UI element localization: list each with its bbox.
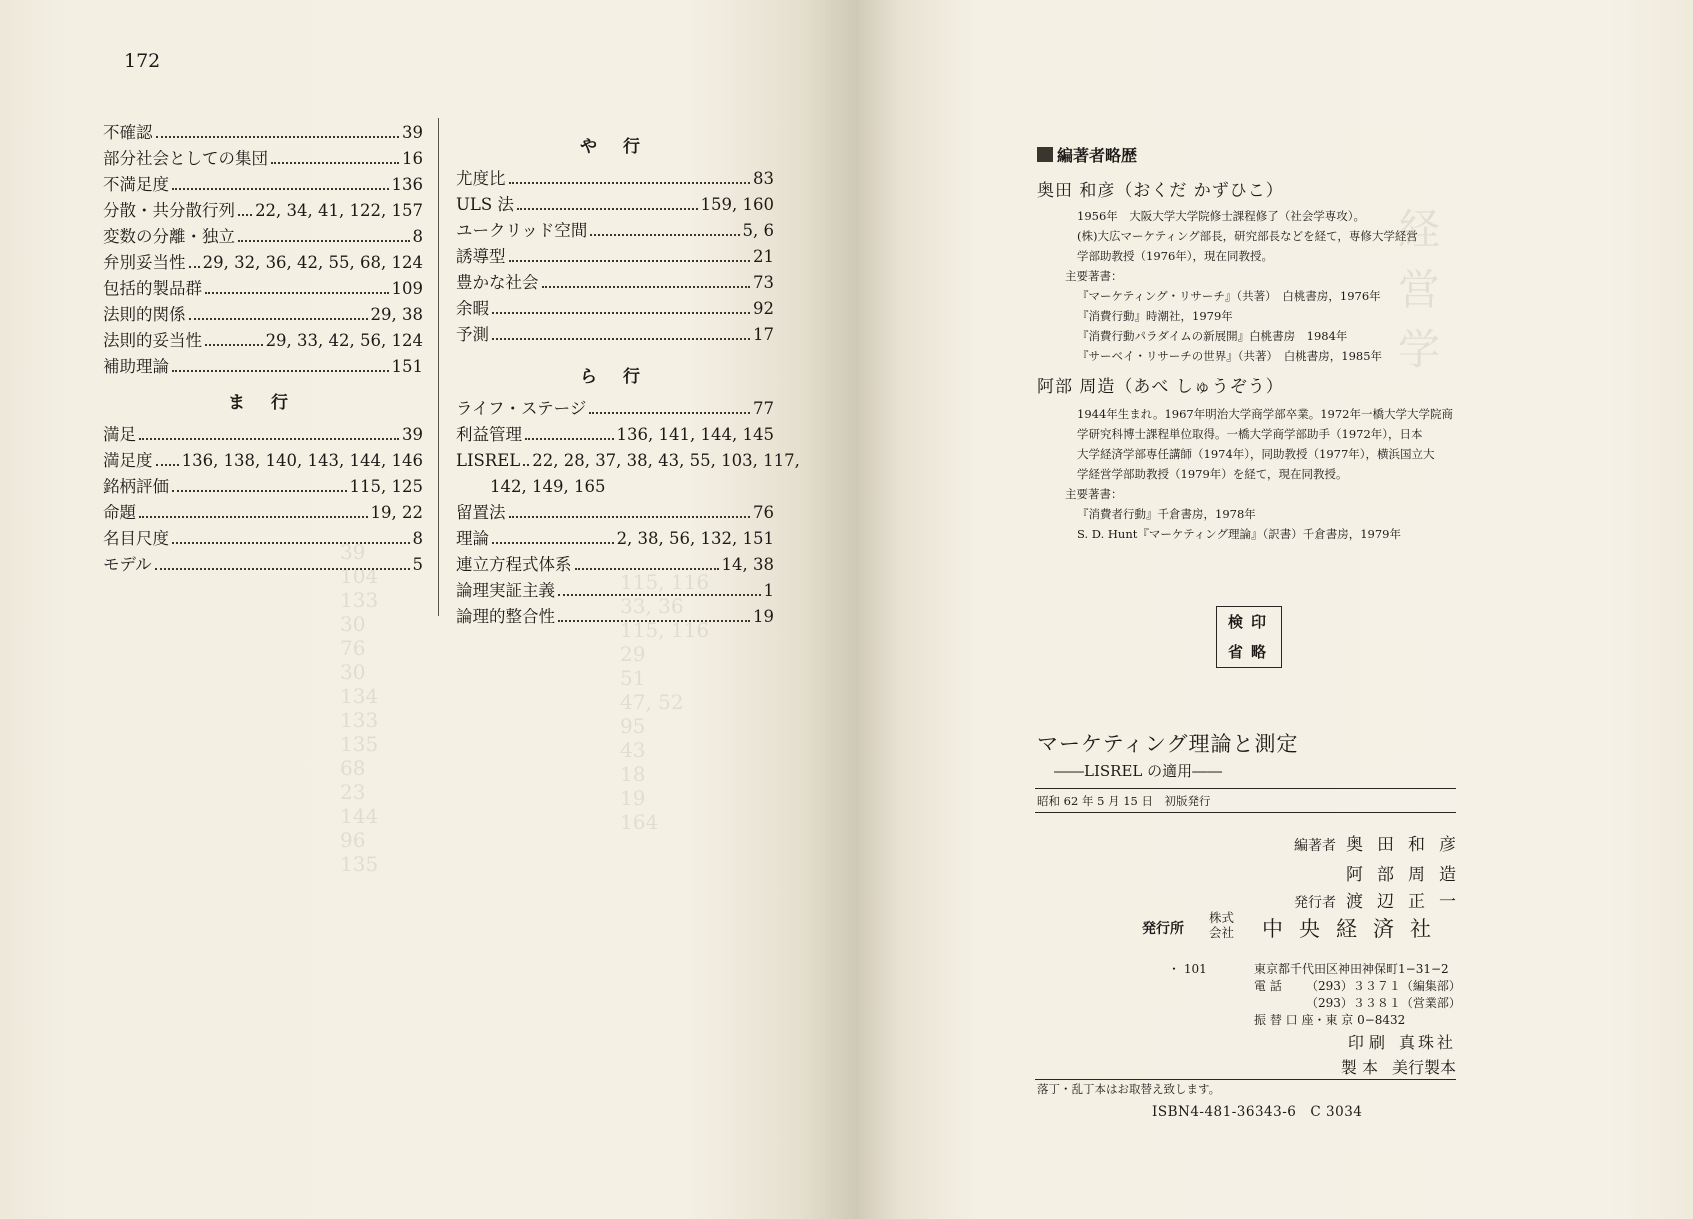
- phone-editorial: （293）３３７１（編集部）: [1306, 979, 1461, 993]
- index-term: 弁別妥当性: [103, 253, 186, 272]
- leader-dots: [238, 240, 410, 242]
- index-entry: [456, 604, 774, 630]
- leader-dots: [156, 136, 400, 138]
- section-heading-ra: ら 行: [580, 367, 650, 387]
- index-term: 法則的妥当性: [103, 331, 202, 350]
- index-pages: 19, 22: [370, 503, 423, 522]
- publisher-label: 発行所: [1142, 921, 1184, 937]
- transfer-account: 振 替 口 座・東 京 0−8432: [1254, 1013, 1406, 1027]
- isbn: ISBN4-481-36343-6 C 3034: [1152, 1104, 1363, 1120]
- leader-dots: [542, 286, 751, 288]
- column-divider: [438, 118, 439, 616]
- leader-dots: [205, 344, 263, 346]
- leader-dots: [509, 182, 751, 184]
- index-pages: 5: [412, 555, 423, 574]
- index-entry: [456, 270, 774, 296]
- index-term: 変数の分離・独立: [103, 227, 235, 246]
- index-pages: 92: [753, 299, 774, 318]
- index-term: 不満足度: [103, 175, 169, 194]
- index-term: 予測: [456, 325, 489, 344]
- index-entry: [456, 500, 774, 526]
- square-bullet-icon: [1037, 147, 1053, 162]
- index-column-right: [456, 136, 800, 630]
- index-entry: [103, 120, 423, 146]
- leader-dots: [523, 464, 529, 466]
- index-entry: [103, 448, 423, 474]
- inspection-stamp-box: 検印 省略: [1216, 606, 1282, 668]
- leader-dots: [492, 338, 750, 340]
- index-entry: [103, 276, 423, 302]
- leader-dots: [172, 188, 389, 190]
- index-pages: 5, 6: [742, 221, 774, 240]
- index-pages: 39: [402, 425, 423, 444]
- index-term: 論理的整合性: [456, 607, 555, 626]
- leader-dots: [509, 516, 751, 518]
- index-term: 余暇: [456, 299, 489, 318]
- index-term: 尤度比: [456, 169, 506, 188]
- index-entry: [103, 354, 423, 380]
- index-pages: 21: [753, 247, 774, 266]
- publisher-name: 中央経済社: [1262, 917, 1447, 941]
- index-term: 満足: [103, 425, 136, 444]
- index-term: 銘柄評価: [103, 477, 169, 496]
- leader-dots: [525, 438, 614, 440]
- index-term: 法則的関係: [103, 305, 186, 324]
- index-entry: [456, 322, 774, 348]
- index-entry: [456, 422, 774, 448]
- index-entry: [456, 552, 774, 578]
- index-pages: 2, 38, 56, 132, 151: [616, 529, 774, 548]
- index-term: 部分社会としての集団: [103, 149, 268, 168]
- leader-dots: [172, 370, 389, 372]
- index-term: ユークリッド空間: [456, 221, 588, 240]
- bleed-through-text: 39 104 133 30 76 30 134 133 135 68 23 144 96 135: [340, 540, 379, 876]
- editor-line-2: 阿部周造: [1346, 865, 1470, 885]
- index-pages: 142, 149, 165: [490, 477, 606, 496]
- index-pages: 29, 32, 36, 42, 55, 68, 124: [202, 253, 423, 272]
- index-entry: [456, 166, 774, 192]
- index-pages: 17: [753, 325, 774, 344]
- index-pages: 136, 141, 144, 145: [616, 425, 774, 444]
- index-entry: [456, 396, 774, 422]
- index-pages: 8: [412, 227, 423, 246]
- index-entry: [103, 146, 423, 172]
- leader-dots: [172, 542, 410, 544]
- index-pages: 29, 38: [370, 305, 423, 324]
- bleed-through-text: 115, 116 33, 36 115, 116 29 51 47, 52 95 43 18 19 164: [620, 570, 710, 834]
- index-pages: 136: [391, 175, 423, 194]
- index-pages: 39: [402, 123, 423, 142]
- leader-dots: [189, 266, 200, 268]
- divider-line: [1035, 1079, 1456, 1080]
- leader-dots: [517, 208, 698, 210]
- index-entry: [456, 218, 774, 244]
- leader-dots: [492, 542, 614, 544]
- index-pages: 73: [753, 273, 774, 292]
- index-pages: 22, 28, 37, 38, 43, 55, 103, 117,: [532, 451, 800, 470]
- leader-dots: [155, 568, 410, 570]
- index-term: 論理実証主義: [456, 581, 555, 600]
- index-entry: [103, 526, 423, 552]
- index-term: 命題: [103, 503, 136, 522]
- leader-dots: [139, 438, 399, 440]
- index-term: 不確認: [103, 123, 153, 142]
- leader-dots: [575, 568, 719, 570]
- index-entry: [456, 192, 774, 218]
- leader-dots: [558, 620, 750, 622]
- page-number: 172: [124, 50, 161, 72]
- index-term: LISREL: [456, 451, 521, 470]
- leader-dots: [558, 594, 761, 596]
- index-term: 補助理論: [103, 357, 169, 376]
- phone-sales: （293）３３８１（営業部）: [1306, 996, 1461, 1010]
- index-term: 利益管理: [456, 425, 522, 444]
- index-entry-continuation: [456, 474, 774, 500]
- index-term: モデル: [103, 555, 152, 574]
- index-term: 誘導型: [456, 247, 506, 266]
- book-title: マーケティング理論と測定: [1037, 732, 1299, 756]
- index-pages: 76: [753, 503, 774, 522]
- edition-date: 昭和 62 年 5 月 15 日 初版発行: [1037, 794, 1211, 808]
- divider-line: [1035, 812, 1456, 813]
- leader-dots: [189, 318, 368, 320]
- section-heading-ya: や 行: [580, 137, 650, 157]
- index-column-left: [103, 120, 423, 578]
- leader-dots: [492, 312, 750, 314]
- author1-bio: 1956年 大阪大学大学院修士課程修了（社会学専攻）。 (株)大広マーケティング部長，研究部長などを経て，専修大学経営 学部助教授（1976年），現在同教授。 主要著書： 『マーケティング・リサーチ』（共著） 白桃書房，1976年 『消費行動』時潮社，1979年 『消費行動パラダイムの新展開』白桃書房 1984年 『サーベイ・リサーチの世界』（共著） 白桃書房，1985年: [1065, 209, 1418, 363]
- leader-dots: [139, 516, 368, 518]
- index-pages: 14, 38: [721, 555, 774, 574]
- index-pages: 19: [753, 607, 774, 626]
- index-entry: [456, 448, 800, 474]
- index-pages: 1: [763, 581, 774, 600]
- index-term: 分散・共分散行列: [103, 201, 235, 220]
- index-term: 満足度: [103, 451, 153, 470]
- index-term: 理論: [456, 529, 489, 548]
- index-pages: 136, 138, 140, 143, 144, 146: [181, 451, 423, 470]
- leader-dots: [271, 162, 399, 164]
- index-pages: 151: [391, 357, 423, 376]
- leader-dots: [156, 464, 179, 466]
- leader-dots: [590, 234, 739, 236]
- divider-line: [1035, 788, 1456, 789]
- bio-heading: 編著者略歴: [1037, 143, 1137, 166]
- index-pages: 29, 33, 42, 56, 124: [265, 331, 423, 350]
- leader-dots: [172, 490, 347, 492]
- index-entries-ma: [103, 422, 423, 578]
- index-term: 連立方程式体系: [456, 555, 572, 574]
- index-term: 名目尺度: [103, 529, 169, 548]
- index-entry: [103, 302, 423, 328]
- index-entry: [103, 172, 423, 198]
- index-entry: [103, 224, 423, 250]
- phone-label: 電 話: [1254, 979, 1282, 993]
- index-pages: 22, 34, 41, 122, 157: [255, 201, 423, 220]
- replacement-notice: 落丁・乱丁本はお取替え致します。: [1037, 1082, 1221, 1096]
- index-entries-ha: [103, 120, 423, 380]
- index-pages: 115, 125: [349, 477, 423, 496]
- section-heading-ma: ま 行: [228, 393, 298, 413]
- address: 東京都千代田区神田神保町1−31−2: [1254, 962, 1449, 976]
- index-pages: 159, 160: [700, 195, 774, 214]
- author2-bio: 1944年生まれ。1967年明治大学商学部卒業。1972年一橋大学大学院商 学研究科博士課程単位取得。一橋大学商学部助手（1972年），日本 大学経済学部専任講師（1974年），同助教授（1977年），横浜国立大 学経営学部助教授（1979年）を経て，現在同教授。 主要著書： 『消費者行動』千倉書房，1978年 S. D. Hunt『マーケティング理論』（訳書）千倉書房，1979年: [1065, 407, 1453, 541]
- index-entries-ya: [456, 166, 774, 348]
- index-entry: [456, 578, 774, 604]
- leader-dots: [589, 412, 750, 414]
- index-pages: 8: [412, 529, 423, 548]
- leader-dots: [238, 214, 252, 216]
- printer-line: 印 刷 真珠社: [1347, 1033, 1456, 1052]
- index-term: 包括的製品群: [103, 279, 202, 298]
- index-entry: [103, 422, 423, 448]
- index-pages: 77: [753, 399, 774, 418]
- index-entry: [103, 328, 423, 354]
- publisher-person-line: 発行者 渡辺正一: [1294, 892, 1470, 912]
- book-subtitle: ――LISREL の適用――: [1054, 762, 1223, 780]
- editor-line-1: 編著者 奥田和彦: [1294, 835, 1470, 855]
- index-entry: [456, 526, 774, 552]
- index-entry: [103, 250, 423, 276]
- index-pages: 83: [753, 169, 774, 188]
- leader-dots: [509, 260, 751, 262]
- index-entries-ra: [456, 396, 800, 474]
- binder-line: 製 本 美行製本: [1340, 1058, 1456, 1077]
- index-term: 豊かな社会: [456, 273, 539, 292]
- index-entry: [103, 474, 423, 500]
- bleed-through-text: 経 営 学: [1398, 205, 1441, 374]
- index-entry: [103, 552, 423, 578]
- index-term: ライフ・ステージ: [456, 399, 587, 418]
- postal-code: ・ 101: [1168, 962, 1207, 976]
- index-entry: [456, 244, 774, 270]
- index-entry: [103, 198, 423, 224]
- author2-name: 阿部 周造（あべ しゅうぞう）: [1037, 377, 1284, 397]
- leader-dots: [205, 292, 389, 294]
- kabushiki-kaisha: 株式 会社: [1209, 910, 1235, 940]
- index-term: 留置法: [456, 503, 506, 522]
- index-term: ULS 法: [456, 195, 514, 214]
- index-pages: 16: [402, 149, 423, 168]
- index-entry: [103, 500, 423, 526]
- index-entry: [456, 296, 774, 322]
- index-entries-ra-2: [456, 500, 774, 630]
- index-pages: 109: [391, 279, 423, 298]
- author1-name: 奥田 和彦（おくだ かずひこ）: [1037, 181, 1284, 201]
